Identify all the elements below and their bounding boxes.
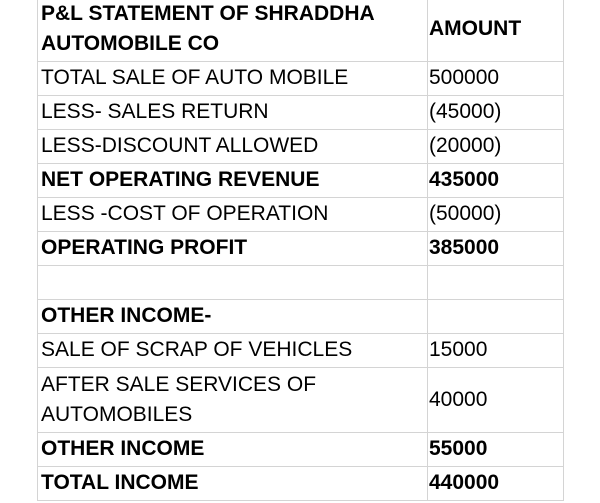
row-label: LESS -COST OF OPERATION <box>38 198 428 232</box>
row-amount <box>428 266 564 300</box>
row-label: OPERATING PROFIT <box>38 232 428 266</box>
row-label: LESS- SALES RETURN <box>38 96 428 130</box>
amount-header: AMOUNT <box>428 0 564 62</box>
row-label: SALE OF SCRAP OF VEHICLES <box>38 334 428 368</box>
table-header-row <box>38 0 564 62</box>
row-label <box>38 266 428 300</box>
table-row-section-heading <box>38 300 564 334</box>
row-label: OTHER INCOME- <box>38 300 428 334</box>
statement-title: P&L STATEMENT OF SHRADDHA AUTOMOBILE CO <box>38 0 428 62</box>
row-amount: (20000) <box>428 130 564 164</box>
table-row <box>38 198 564 232</box>
row-amount: 385000 <box>428 232 564 266</box>
table-row-total <box>38 467 564 501</box>
pl-statement-table <box>37 0 564 501</box>
row-amount: 440000 <box>428 467 564 501</box>
row-label: OTHER INCOME <box>38 433 428 467</box>
row-label: NET OPERATING REVENUE <box>38 164 428 198</box>
row-label: LESS-DISCOUNT ALLOWED <box>38 130 428 164</box>
table-row <box>38 130 564 164</box>
table-row-subtotal <box>38 433 564 467</box>
row-amount: 55000 <box>428 433 564 467</box>
table-row <box>38 96 564 130</box>
row-label: AFTER SALE SERVICES OF AUTOMOBILES <box>38 368 428 433</box>
table-row <box>38 62 564 96</box>
row-amount: 15000 <box>428 334 564 368</box>
table-row-subtotal <box>38 232 564 266</box>
row-amount: 40000 <box>428 368 564 433</box>
table-row <box>38 368 564 433</box>
table-row-empty <box>38 266 564 300</box>
row-label: TOTAL INCOME <box>38 467 428 501</box>
row-amount: 500000 <box>428 62 564 96</box>
row-label: TOTAL SALE OF AUTO MOBILE <box>38 62 428 96</box>
table-row <box>38 334 564 368</box>
row-amount: (50000) <box>428 198 564 232</box>
row-amount <box>428 300 564 334</box>
row-amount: 435000 <box>428 164 564 198</box>
table-row-subtotal <box>38 164 564 198</box>
row-amount: (45000) <box>428 96 564 130</box>
